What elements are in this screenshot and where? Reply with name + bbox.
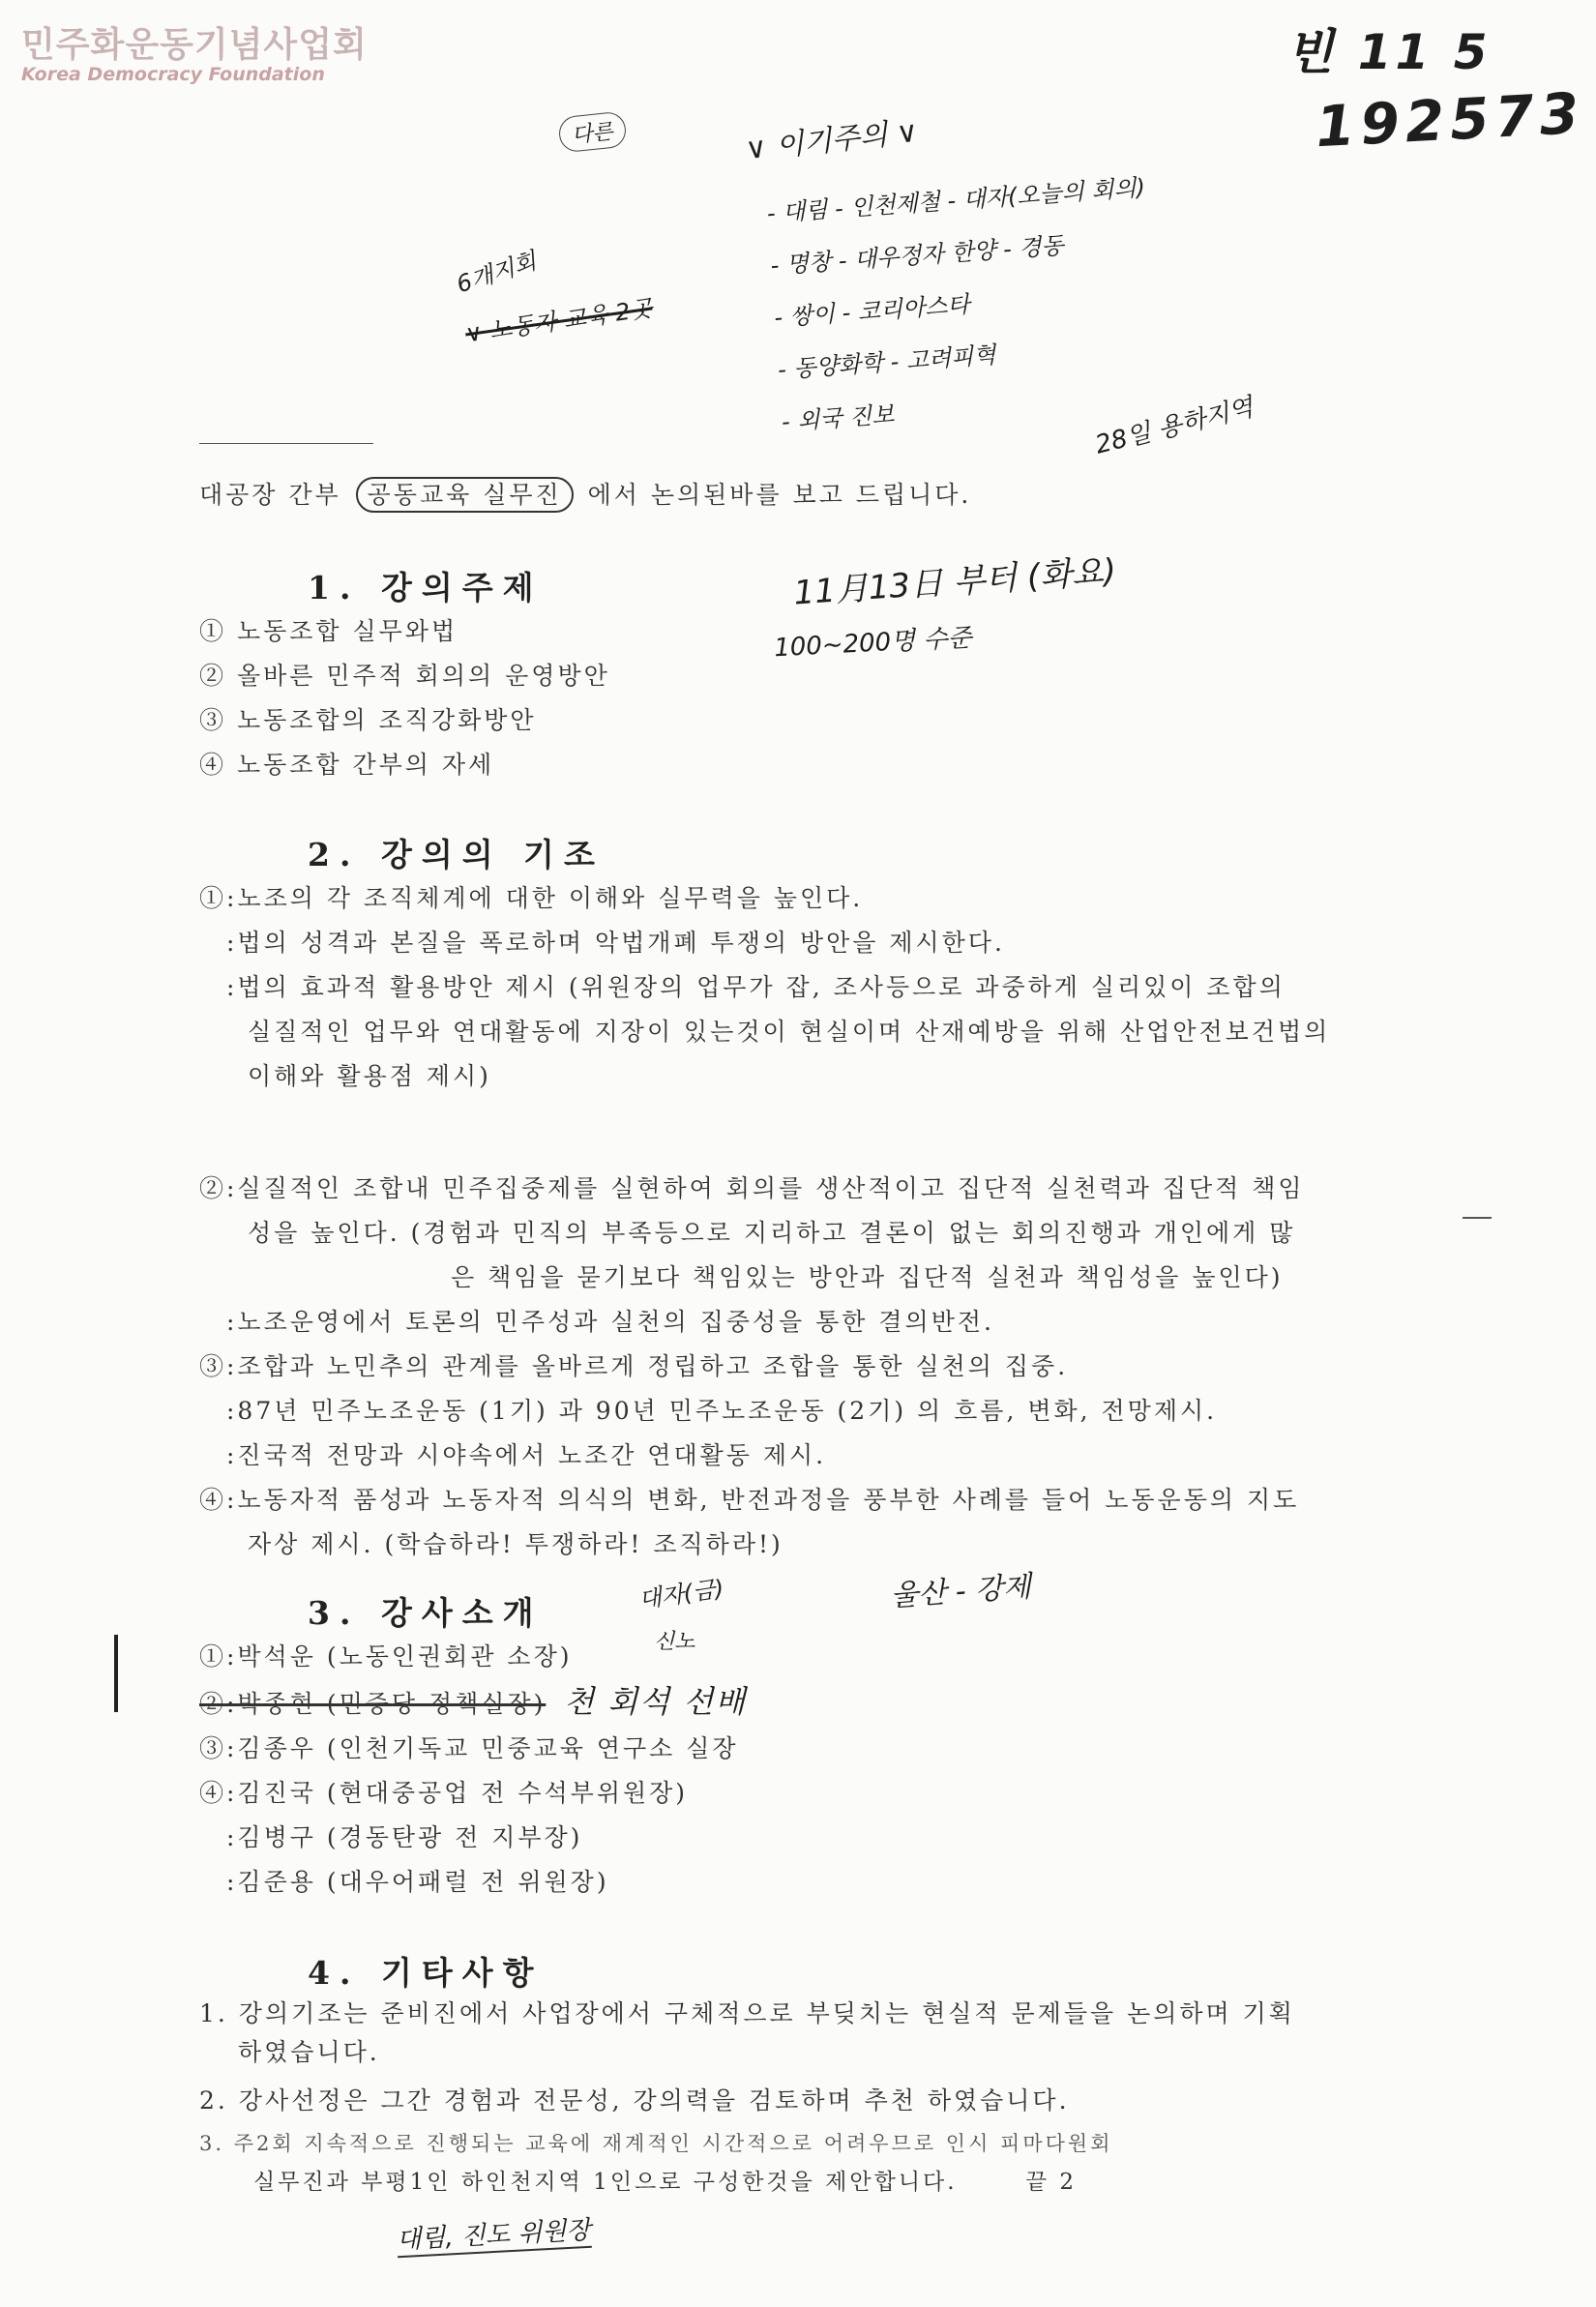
archive-number-line1: 빈 11 5 — [1286, 24, 1492, 80]
instructor-item: :김병구 (경동탄광 전 지부장) — [226, 1823, 583, 1851]
section-2-text — [199, 876, 1330, 1567]
margin-mark — [114, 1635, 118, 1712]
handnote-date: 11月13日 부터 (화요) — [792, 551, 1118, 613]
text-line: 하였습니다. — [238, 2038, 380, 2066]
handnote-count: 100~200명 수준 — [773, 623, 973, 664]
intro-circled: 공동교육 실무진 — [356, 477, 574, 513]
handnote-title: ∨ 이기주의 ∨ — [744, 114, 920, 167]
text-line: :노조운영에서 토론의 민주성과 실천의 집중성을 통한 결의반전. — [226, 1308, 994, 1336]
text-line: :진국적 전망과 시야속에서 노조간 연대활동 제시. — [226, 1441, 827, 1469]
handnote-left: 6개지회 — [453, 247, 540, 299]
text-line: 실질적인 업무와 연대활동에 지장이 있는것이 현실이며 산재예방을 위해 산업안전보건법의 — [248, 1018, 1331, 1046]
text-line: 2. 강사선정은 그간 경험과 전문성, 강의력을 검토하며 추천 하였습니다. — [199, 2086, 1070, 2115]
section-3-list — [199, 1635, 747, 1905]
page-number: 끝 2 — [1024, 2170, 1078, 2195]
handnote-list-item: - 쌍이 - 코리아스타 — [773, 290, 971, 332]
handnote-sec3-2: 신노 — [654, 1630, 695, 1654]
handnote-list-item: - 명창 - 대우정자 한양 - 경동 — [769, 231, 1065, 280]
list-item: ③ 노동조합의 조직강화방안 — [199, 706, 537, 734]
text-line: 실무진과 부평1인 하인천지역 1인으로 구성한것을 제안합니다. 끝 2 — [253, 2170, 1078, 2195]
text-line: :법의 성격과 본질을 폭로하며 악법개폐 투쟁의 방안을 제시한다. — [226, 929, 1005, 957]
instructor-item: :김준용 (대우어패럴 전 위원장) — [226, 1868, 609, 1896]
text-line: 자상 제시. (학습하라! 투쟁하라! 조직하라!) — [248, 1530, 783, 1558]
section-1-list — [199, 609, 610, 787]
intro-post: 에서 논의된바를 보고 드립니다. — [587, 481, 972, 509]
instructor-item: ①:박석운 (노동인권회관 소장) — [199, 1642, 573, 1671]
handnote-list-item: - 외국 진보 — [781, 400, 896, 436]
text-line: 이해와 활용점 제시) — [248, 1062, 491, 1090]
text-line: :법의 효과적 활용방안 제시 (위원장의 업무가 잡, 조사등으로 과중하게 실리있이 조합의 — [226, 973, 1286, 1001]
text-line: 1. 강의기조는 준비진에서 사업장에서 구체적으로 부딪치는 현실적 문제들을 논의하며 기획 — [199, 1999, 1295, 2027]
list-item: ② 올바른 민주적 회의의 운영방안 — [199, 662, 610, 690]
handnote-list-item: - 대림 - 인천제철 - 대자(오늘의 회의) — [765, 173, 1146, 227]
margin-dash — [1463, 1217, 1492, 1219]
handnote-sec3-3: 울산 - 강제 — [889, 1569, 1033, 1614]
text-line: 은 책임을 묻기보다 책임있는 방안과 집단적 실천과 책임성을 높인다) — [451, 1263, 1284, 1291]
instructor-item: ④:김진국 (현대중공업 전 수석부위원장) — [199, 1779, 689, 1807]
watermark-english: Korea Democracy Foundation — [21, 64, 325, 85]
section-3-title: 3. 강사소개 — [308, 1594, 544, 1632]
handnote-list — [765, 162, 1162, 449]
divider-line — [199, 443, 373, 444]
section-4-title: 4. 기타사항 — [308, 1954, 544, 1992]
text-line: ④:노동자적 품성과 노동자적 의식의 변화, 반전과정을 풍부한 사례를 들어 노동운동의 지도 — [199, 1486, 1300, 1514]
intro-pre: 대공장 간부 — [199, 481, 341, 509]
handnote-replacement: 천 회석 선배 — [564, 1683, 748, 1720]
text-line: :87년 민주노조운동 (1기) 과 90년 민주노조운동 (2기) 의 흐름, 변화, 전망제시. — [226, 1397, 1218, 1425]
list-item: ④ 노동조합 간부의 자세 — [199, 751, 495, 779]
handnote-left-struck: ∨ 노동자 교육 2곳 — [463, 294, 655, 348]
handnote-right: 28일 용하지역 — [1092, 393, 1256, 460]
list-item: ① 노동조합 실무와법 — [199, 617, 458, 645]
text-line: 3. 주2회 지속적으로 진행되는 교육에 재계적인 시간적으로 어려우므로 인시 피마다원회 — [199, 2132, 1113, 2155]
archive-number-line2: 192573 — [1314, 79, 1586, 161]
section-4-text — [199, 1995, 1295, 2202]
handnote-list-item: - 동양화학 - 고려피혁 — [777, 340, 997, 384]
text-line: ③:조합과 노민추의 관계를 올바르게 정립하고 조합을 통한 실천의 집중. — [199, 1352, 1069, 1380]
text-line: ②:실질적인 조합내 민주집중제를 실현하여 회의를 생산적이고 집단적 실천력과 집단적 책임 — [199, 1174, 1305, 1202]
intro-line — [199, 476, 971, 511]
watermark-korean: 민주화운동기념사업회 — [21, 25, 368, 65]
handnote-sec3-1: 대자(금) — [636, 1574, 726, 1613]
text-line: 성을 높인다. (경험과 민직의 부족등으로 지리하고 결론이 없는 회의진행과 개인에게 많 — [248, 1219, 1296, 1247]
text-line: ①:노조의 각 조직체계에 대한 이해와 실무력을 높인다. — [199, 884, 864, 912]
section-1-title: 1. 강의주제 — [308, 569, 544, 606]
section-2-title: 2. 강의의 기조 — [308, 836, 605, 873]
handnote-footer: 대림, 진도 위원장 — [396, 2210, 591, 2258]
handnote-circled: 다른 — [557, 111, 627, 154]
instructor-item: ③:김종우 (인천기독교 민중교육 연구소 실장 — [199, 1734, 739, 1762]
instructor-item-struck: ②:박종현 (민중당 정책실장) 천 회석 선배 — [199, 1683, 748, 1720]
